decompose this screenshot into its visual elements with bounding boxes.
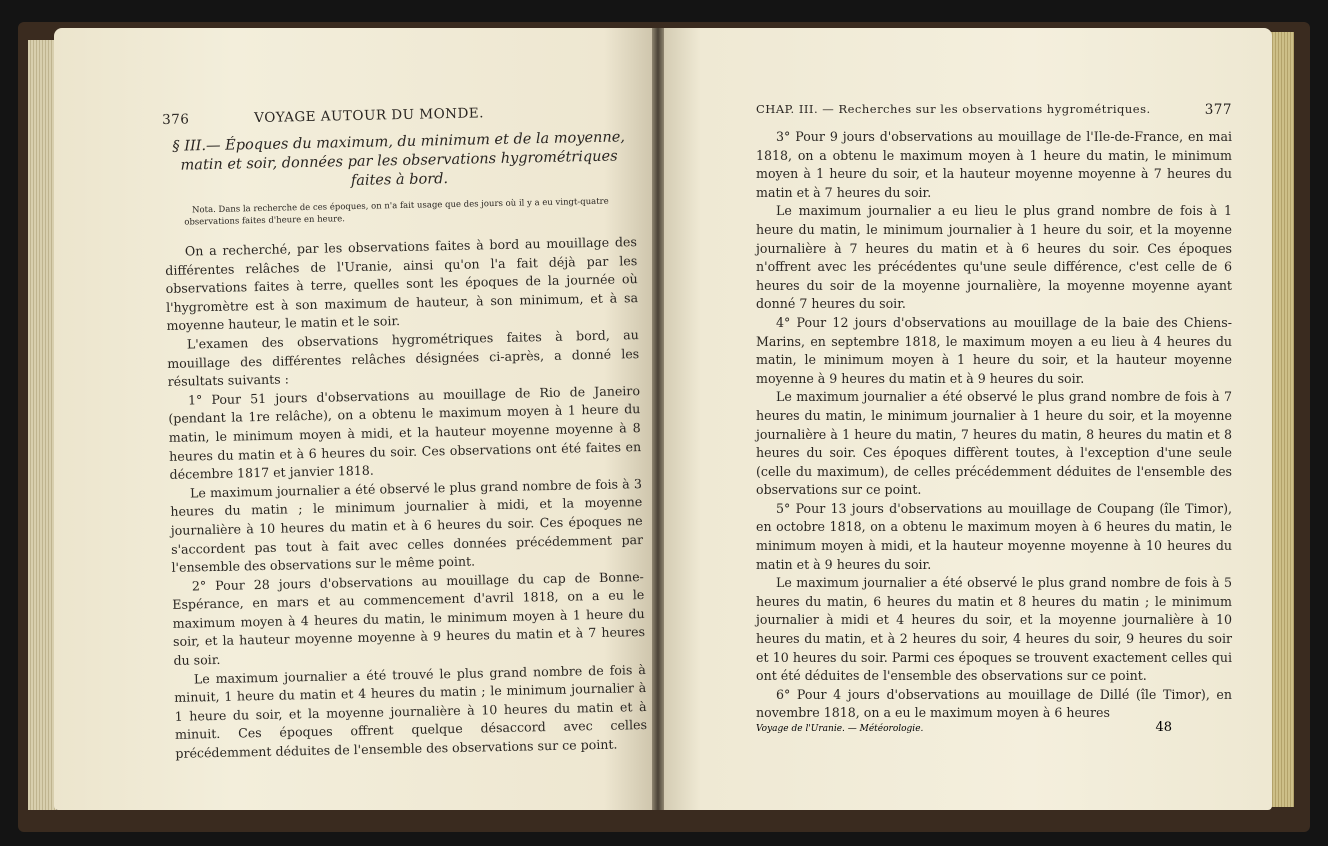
left-page (54, 28, 652, 810)
paragraph: Le maximum journalier a été observé le plus grand nombre de fois à 3 heures du matin ; le minimum journalier à midi, et la moyenne journalière à 10 heures du matin et à 6 heures du soir. Ces époques ne s'accordent pas tout à fait avec celles données précédemment par l'ensemble des observations sur le même point. (170, 475, 644, 575)
paragraph: On a recherché, par les observations faites à bord au mouillage des différentes relâches de l'Uranie, ainsi qu'on l'a fait déjà par les observations faites à terre, quelles sont les époques de la journée où l'hygromètre est à son maximum de hauteur, à son minimum, et à sa moyenne hauteur, le matin et le soir. (165, 234, 639, 334)
page-edges-left (28, 40, 56, 810)
right-running-title: CHAP. III. — Recherches sur les observations hygrométriques. (756, 102, 1151, 116)
paragraph: 3° Pour 9 jours d'observations au mouillage de l'Ile-de-France, en mai 1818, on a obtenu le maximum moyen à 1 heure du matin, le minimum moyen à 1 heure du soir, et la hauteur moyenne moyenne à 7 heures du matin et à 7 heures du soir. (756, 129, 1232, 200)
paragraph: 2° Pour 28 jours d'observations au mouillage du cap de Bonne-Espérance, en mars et au commencement d'avril 1818, on a eu le maximum moyen à 4 heures du matin, le minimum moyen à 1 heure du soir, et la hauteur moyenne moyenne à 9 heures du matin et à 7 heures du soir. (172, 568, 646, 668)
right-running-head (756, 102, 1232, 118)
book-gutter (652, 28, 664, 810)
paragraph: Le maximum journalier a eu lieu le plus grand nombre de fois à 1 heure du matin, le minimum journalier à 1 heure du soir, et la moyenne journalière à 7 heures du matin et à 6 heures du soir. Ces époques n'offrent avec les précédentes qu'une seule différence, c'est celle de 6 heures du soir de la moyenne journalière, la moyenne moyenne ayant donné 7 heures du soir. (756, 203, 1232, 312)
right-page-number: 377 (1204, 102, 1232, 118)
right-page (664, 28, 1272, 810)
right-page-footer (756, 720, 1232, 735)
left-page-content (162, 102, 648, 763)
page-edges-right (1270, 32, 1294, 807)
paragraph: Le maximum journalier a été observé le plus grand nombre de fois à 7 heures du matin, le minimum journalier à 1 heure du soir, et la moyenne journalière à 1 heure du matin, 7 heures du matin, 8 heures du matin et 8 heures du soir. Ces époques diffèrent toutes, à l'exception d'une seule (celle du maximum), de celles précédemment déduites de l'ensemble des observations sur ce point. (756, 389, 1232, 498)
left-running-title: VOYAGE AUTOUR DU MONDE. (254, 105, 485, 127)
left-running-head (162, 102, 634, 128)
nota-note: Nota. Dans la recherche de ces époques, on n'a fait usage que des jours où il y a eu vingt-quatre observations faites d'heure en heure. (184, 196, 609, 228)
paragraph: 6° Pour 4 jours d'observations au mouillage de Dillé (île Timor), en novembre 1818, on a eu le maximum moyen à 6 heures (756, 686, 1232, 721)
paragraph: L'examen des observations hygrométriques faites à bord, au mouillage des différentes relâches désignées ci-après, a donné les résultats suivants : (167, 327, 640, 390)
signature-mark: 48 (1155, 720, 1172, 735)
section-title: § III.— Époques du maximum, du minimum et de la moyenne, matin et soir, données par les observations hygrométriques faites à bord. (172, 129, 626, 190)
paragraph: 4° Pour 12 jours d'observations au mouillage de la baie des Chiens-Marins, en septembre 1818, le maximum moyen a eu lieu à 4 heures du matin, le minimum moyen à 1 heure du soir, et la hauteur moyenne moyenne à 9 heures du matin et à 9 heures du soir. (756, 314, 1232, 386)
left-page-number: 376 (162, 111, 190, 128)
right-page-content (756, 102, 1232, 723)
paragraph: 5° Pour 13 jours d'observations au mouillage de Coupang (île Timor), en octobre 1818, on a obtenu le maximum moyen à 6 heures du matin, le minimum moyen à midi, et la hauteur moyenne moyenne à 10 heures du matin et à 9 heures du soir. (756, 500, 1232, 572)
paragraph: Le maximum journalier a été trouvé le plus grand nombre de fois à minuit, 1 heure du matin et 4 heures du matin ; le minimum journalier à 1 heure du soir, et la moyenne journalière à 10 heures du matin et à minuit. Ces époques offrent quelque désaccord avec celles précédemment déduites de l'ensemble des observations sur ce point. (174, 661, 648, 761)
footer-source: Voyage de l'Uranie. — Météorologie. (756, 724, 924, 734)
paragraph: Le maximum journalier a été observé le plus grand nombre de fois à 5 heures du matin, 6 heures du matin et 8 heures du matin ; le minimum journalier à midi et 4 heures du soir, et la moyenne journalière à 10 heures du matin, et à 2 heures du soir, 4 heures du soir, 9 heures du soir et 10 heures du soir. Parmi ces époques se trouvent exactement celles qui ont été déduites de l'ensemble des observations sur ce point. (756, 575, 1232, 684)
paragraph: 1° Pour 51 jours d'observations au mouillage de Rio de Janeiro (pendant la 1re relâche), on a obtenu le maximum moyen à 1 heure du matin, le minimum moyen à midi, et la hauteur moyenne moyenne à 8 heures du matin et à 6 heures du soir. Ces observations ont été faites en décembre 1817 et janvier 1818. (168, 382, 642, 483)
